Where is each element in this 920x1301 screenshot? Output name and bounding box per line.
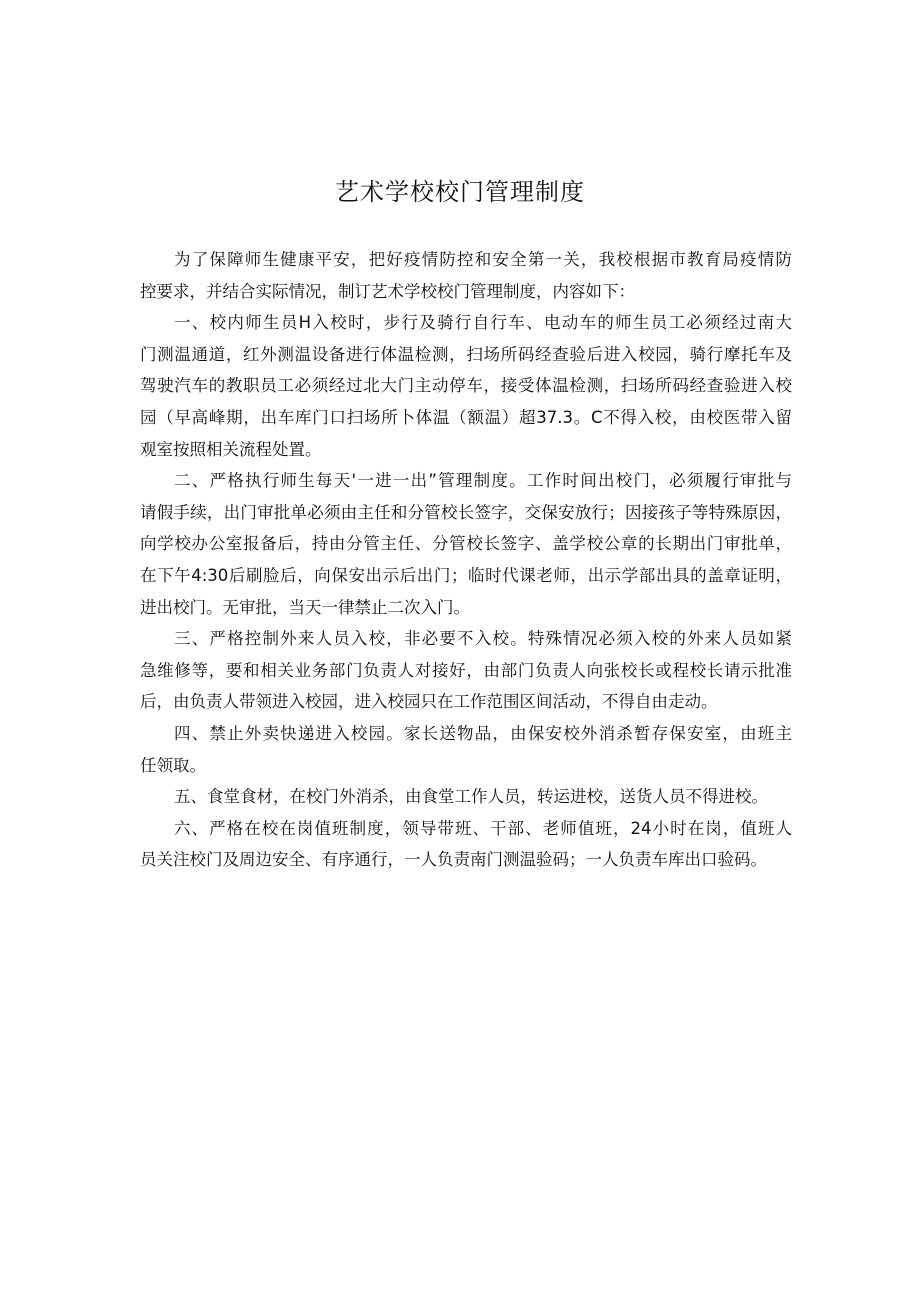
paragraph-line: 为了保障师生健康平安，把好疫情防控和安全第一关，我校根据市教育局疫情防 xyxy=(174,250,792,269)
paragraph xyxy=(140,465,792,623)
paragraph-line: 观室按照相关流程处置。 xyxy=(140,439,322,459)
paragraph-line: 急维修等，要和相关业务部门负责人对接好，由部门负责人向张校长或程校长请示批准 xyxy=(140,660,792,680)
paragraph-line: 四、禁止外卖快递进入校园。家长送物品，由保安校外消杀暂存保安室，由班主 xyxy=(174,723,792,743)
paragraph-line: 二、严格执行师生每天'一进一出”管理制度。工作时间出校门，必须履行审批与 xyxy=(174,471,792,491)
paragraph-line: 园（早高峰期，出车库门口扫场所卜体温（额温）超37.3。C不得入校，由校医带入留 xyxy=(140,407,792,427)
paragraph xyxy=(140,813,792,876)
paragraph-line: 控要求，并结合实际情况，制订艺术学校校门管理制度，内容如下： xyxy=(140,281,635,301)
document-body xyxy=(140,244,792,876)
paragraph-line: 向学校办公室报备后，持由分管主任、分管校长签字、盖学校公章的长期出门审批单， xyxy=(140,534,792,554)
paragraph-line: 五、食堂食材，在校门外消杀，由食堂工作人员，转运进校，送货人员不得进校。 xyxy=(174,787,768,807)
paragraph-line: 三、严格控制外来人员入校，非必要不入校。特殊情况必须入校的外来人员如紧 xyxy=(174,629,792,649)
paragraph xyxy=(140,307,792,465)
paragraph-line: 驾驶汽车的教职员工必须经过北大门主动停车，接受体温检测，扫场所码经查验进入校 xyxy=(140,376,792,396)
paragraph xyxy=(140,781,792,813)
paragraph-line: 员关注校门及周边安全、有序通行，一人负责南门测温验码；一人负责车库出口验码。 xyxy=(140,850,767,870)
paragraph-line: 一、校内师生员H入校时，步行及骑行自行车、电动车的师生员工必须经过南大 xyxy=(174,313,792,333)
paragraph xyxy=(140,244,792,307)
paragraph xyxy=(140,623,792,718)
paragraph-line: 在下午4:30后刷脸后，向保安出示后出门；临时代课老师，出示学部出具的盖章证明， xyxy=(140,565,792,585)
paragraph-line: 请假手续，出门审批单必须由主任和分管校长签字，交保安放行；因接孩子等特殊原因， xyxy=(140,502,792,522)
paragraph-line: 任领取。 xyxy=(140,755,206,775)
paragraph-line: 后，由负责人带领进入校园，进入校园只在工作范围区间活动，不得自由走动。 xyxy=(140,692,718,712)
paragraph-line: 门测温通道，红外测温设备进行体温检测，扫场所码经查验后进入校园，骑行摩托车及 xyxy=(140,344,792,364)
paragraph xyxy=(140,718,792,781)
paragraph-line: 六、严格在校在岗值班制度，领导带班、干部、老师值班，24小时在岗，值班人 xyxy=(174,818,792,838)
paragraph-line: 进出校门。无审批，当天一律禁止二次入门。 xyxy=(140,597,470,617)
document-title: 艺术学校校门管理制度 xyxy=(335,178,585,206)
